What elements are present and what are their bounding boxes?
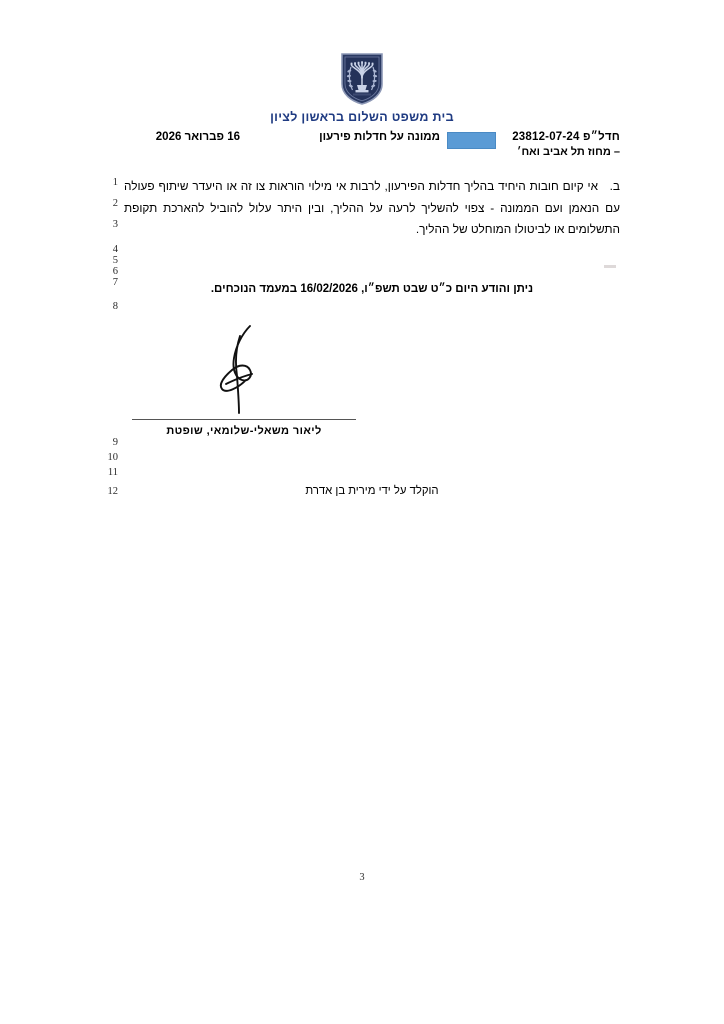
emblem-container <box>0 52 724 106</box>
given-and-announced-line: ניתן והודע היום כ״ט שבט תשפ״ו, 16/02/2026 במעמד הנוכחים. <box>210 283 534 295</box>
case-header <box>104 131 620 158</box>
line-number: 10 <box>107 452 118 463</box>
signature-rule <box>132 419 356 420</box>
page-number: 3 <box>359 872 365 883</box>
line-number: 11 <box>107 467 118 478</box>
line-number: 9 <box>112 437 118 448</box>
line-number: 4 <box>112 244 118 255</box>
judge-name: ליאור משאלי-שלומאי, שופטת <box>166 425 322 437</box>
district-line: – מחוז תל אביב ואח׳ <box>516 146 620 158</box>
line-number: 12 <box>107 486 118 497</box>
line-number: 6 <box>112 266 118 277</box>
redaction-box <box>447 132 496 149</box>
line-number: 5 <box>112 255 118 266</box>
typed-by-line: הוקלד על ידי מירית בן אדרת <box>305 485 439 497</box>
case-number: חדל״פ 23812-07-24 <box>512 131 620 143</box>
paragraph-text: אי קיום חובות היחיד בהליך חדלות הפירעון, לרבות אי מילוי הוראות צו זה או היעדר שיתוף פעולה עם הנאמן ועם הממונה - צפוי להשליך לרעה על ההליך, ובין היתר עלול להוביל להארכת תקופת התשלומים או לביטולו המוחלט של ההליך. <box>124 179 620 236</box>
case-header-line-1 <box>104 131 620 147</box>
body-paragraph <box>124 176 620 241</box>
document-date: 16 פברואר 2026 <box>155 131 240 143</box>
handwritten-signature-icon <box>196 318 306 418</box>
line-number: 7 <box>112 277 118 288</box>
israel-state-emblem-icon <box>339 52 385 106</box>
line-number: 8 <box>112 301 118 312</box>
paragraph-bullet: ב. <box>609 179 620 193</box>
role-title: ממונה על חדלות פירעון <box>319 131 440 143</box>
scan-artifact <box>604 265 616 268</box>
court-name: בית משפט השלום בראשון לציון <box>270 110 454 124</box>
line-number: 2 <box>112 198 118 209</box>
line-number: 1 <box>112 177 118 188</box>
line-number: 3 <box>112 219 118 230</box>
